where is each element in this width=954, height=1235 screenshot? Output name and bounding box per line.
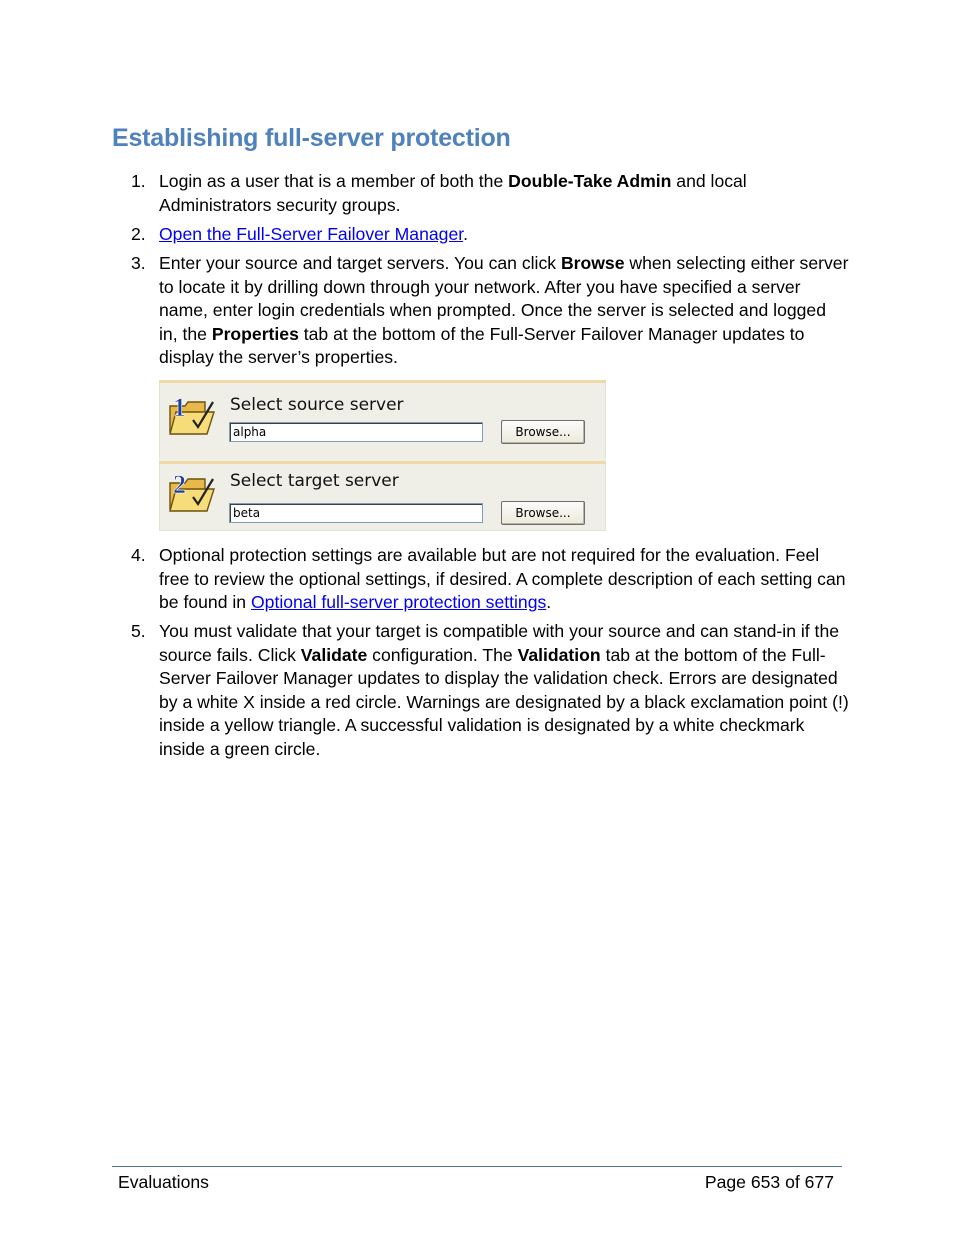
step-text xyxy=(159,252,849,370)
source-browse-button[interactable]: Browse... xyxy=(501,420,585,444)
target-server-row xyxy=(159,461,606,539)
footer-page-number: Page 653 of 677 xyxy=(704,1172,834,1192)
step-text xyxy=(159,620,849,761)
source-server-label: Select source server xyxy=(230,395,404,415)
step-text-segment: Enter your source and target servers. You can click xyxy=(159,253,561,273)
step-bold-text: Properties xyxy=(211,323,299,344)
target-server-input[interactable]: beta xyxy=(229,503,483,523)
step-text-segment: configuration. The xyxy=(367,644,518,665)
step-bold-text: Double-Take Admin xyxy=(508,171,672,191)
step-number: 4. xyxy=(131,545,146,565)
step-text-segment: and local Administrators security groups. xyxy=(159,171,747,215)
step-bold-text: Browse xyxy=(560,253,625,273)
step-bold-text: Validation xyxy=(517,644,601,665)
source-server-row xyxy=(159,380,606,458)
step-bold-text: Validate xyxy=(300,644,368,665)
step-text-segment: Optional protection settings are available but are not required for the evaluation. Feel free to review the optional settings, if desired. A complete description of each setting can be found in xyxy=(159,545,846,612)
footer-divider xyxy=(112,1166,842,1167)
server-selection-screenshot xyxy=(159,380,606,531)
step-number: 5. xyxy=(131,621,146,641)
step-text-segment: . xyxy=(463,224,469,244)
step-text-segment: . xyxy=(546,592,552,612)
folder-2-icon xyxy=(167,469,217,515)
target-server-label: Select target server xyxy=(230,471,399,491)
footer-section: Evaluations xyxy=(118,1172,209,1192)
step-text-segment: tab at the bottom of the Full-Server Failover Manager updates to display the server’s properties. xyxy=(159,323,805,367)
step-text xyxy=(159,170,849,217)
optional-protection-settings-link[interactable]: Optional full-server protection settings xyxy=(250,592,547,612)
step-text-segment: tab at the bottom of the Full-Server Failover Manager updates to display the validation check. Errors are designated by a white X inside a red circle. Warnings are designated by a black exclamation point (!) inside a yellow triangle. A successful validation is designated by a white checkmark inside a green circle. xyxy=(159,644,849,759)
step-number: 1. xyxy=(131,171,146,191)
step-text-segment: when selecting either server to locate it by drilling down through your network. After you have specified a server name, enter login credentials when prompted. Once the server is selected and logged in, the xyxy=(159,253,849,344)
step-number: 2. xyxy=(131,224,146,244)
svg-text:2: 2 xyxy=(173,470,186,499)
step-text xyxy=(159,544,849,615)
step-number: 3. xyxy=(131,253,146,273)
step-text-segment: You must validate that your target is compatible with your source and can stand-in if the source fails. Click xyxy=(159,621,840,665)
target-browse-button[interactable]: Browse... xyxy=(501,501,585,525)
page-title: Establishing full-server protection xyxy=(112,124,511,152)
source-server-input[interactable]: alpha xyxy=(229,422,483,442)
step-text-segment: Login as a user that is a member of both the xyxy=(159,171,509,191)
svg-text:1: 1 xyxy=(173,393,186,422)
open-failover-manager-link[interactable]: Open the Full-Server Failover Manager xyxy=(159,224,464,244)
folder-1-icon xyxy=(167,392,217,438)
step-text xyxy=(159,223,849,247)
